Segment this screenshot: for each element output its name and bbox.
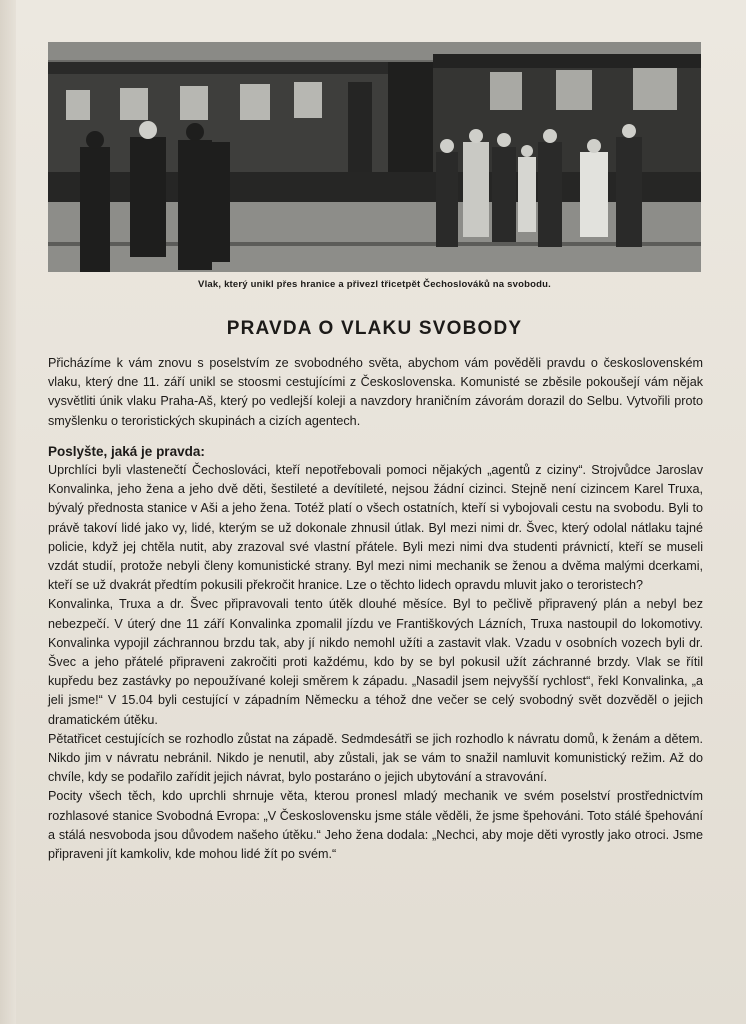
article-paragraph: Pětatřicet cestujících se rozhodlo zůstat na západě. Sedmdesátři se jich rozhodlo k návratu domů, k ženám a dětem. Nikdo jim v návratu nebránil. Nikdo je nenutil, aby zůstali, jak se vám to snažil namluvit komunistický režim. Až do chvíle, kdy se podařilo zařídit jejich návrat, bylo postaráno o jejich ubytování a stravování. [48, 731, 703, 785]
article-body [48, 354, 703, 864]
article-paragraph: Uprchlíci byli vlastenečtí Čechoslováci, kteří nepotřebovali pomoci nějakých „agentů z ciziny“. Strojvůdce Jaroslav Konvalinka, jeho žena a jeho dvě děti, šestileté a devítileté, nejsou žádní cizinci. Stejně není cizincem Karel Truxa, bývalý přednosta stanice v Aši a jeho žena. Totéž platí o všech ostatních, kteří si vybojovali cestu na svobodu. Byli to právě takoví lidé jako vy, lidé, kterým se už dokonale zhnusil útlak. Byl mezi nimi dr. Švec, který odolal nátlaku tajné policie, když jej chtěla nutit, aby zrazoval své vlastní přátele. Byli mezi nimi dva studenti právnictí, kteří se museli vzdát studií, protože nebyli členy komunistické strany. Byl mezi nimi mechanik se ženou a dvěma malými dcerkami, kteří se už dvakrát předtím pokusili překročit hranice. Lze o těchto lidech opravdu mluvit jako o teroristech? [48, 463, 703, 593]
article-title: PRAVDA O VLAKU SVOBODY [226, 318, 523, 339]
article-intro: Přicházíme k vám znovu s poselstvím ze svobodného světa, abychom vám pověděli pravdu o československém vlaku, který dne 11. září unikl se stoosmi cestujícími z Československa. Komunisté se zběsile pokoušejí vám nějak vysvětliti únik vlaku Praha-Aš, který po vedlejší koleji a navzdory hraničním závorám dorazil do Selbu. Vytvořili proto smyšlenku o teroristických skupinách a cizích agentech. [48, 356, 703, 428]
article-paragraph: Konvalinka, Truxa a dr. Švec připravovali tento útěk dlouhé měsíce. Byl to pečlivě připravený plán a nebyl bez nebezpečí. V úterý dne 11 září Konvalinka zpomalil jízdu ve Františkových Lázních, Truxa nastoupil do lokomotivy. Konvalinka vypojil záchrannou brzdu tak, aby jí nikdo nemohl užíti a zastavit vlak. Vzadu v osobních vozech byli dr. Švec a jeho přátelé připraveni zakročiti proti každému, kdo by se byl pokusil užít záchranné brzdy. Vlak se řítil kupředu bez zastávky po nepoužívané koleji směrem k západu. „Nasadil jsem nejvyšší rychlost“, řekl Konvalinka, „a jeli jsme!“ V 15.04 byli cestující v západním Německu a téhož dne večer se celý svobodný svět dozvěděl o jejich dramatickém útěku. [48, 597, 703, 727]
photo-train-icon [48, 42, 701, 272]
paper-edge [0, 0, 16, 1024]
train-photo [48, 42, 701, 272]
article-subhead: Poslyšte, jaká je pravda: [48, 443, 205, 459]
photo-caption: Vlak, který unikl přes hranice a přivezl třicetpět Čechoslováků na svobodu. [198, 279, 551, 290]
article-paragraph: Pocity všech těch, kdo uprchli shrnuje věta, kterou pronesl mladý mechanik ve svém poselství prostřednictvím rozhlasové stanice Svobodná Evropa: „V Československu jsme stále věděli, že jsme špehováni. Toto stálé špehování a stálá nesvoboda jsou důvodem našeho útěku.“ Jeho žena dodala: „Nechci, aby moje děti vyrostly jako otroci. Jsme připraveni jít kamkoliv, kde mohou lidé žít po svém.“ [48, 789, 703, 862]
